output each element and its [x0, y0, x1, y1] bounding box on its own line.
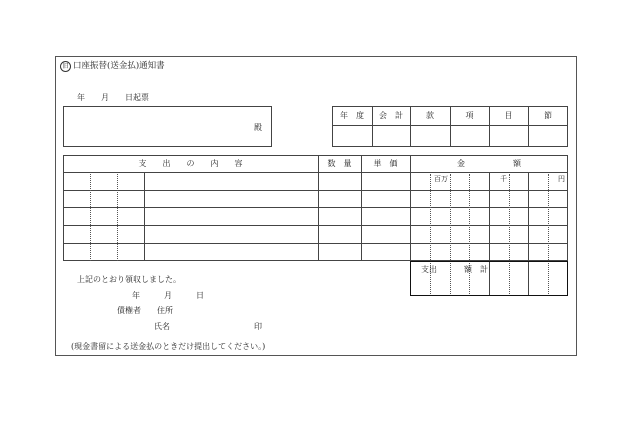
seal-label: 印: [254, 322, 262, 331]
total-label-left: 支出: [421, 265, 437, 274]
receipt-note: 上記のとおり領収しました。: [77, 275, 181, 284]
issue-date-label: 年 月 日起票: [77, 93, 149, 102]
badge-icon: 旧: [60, 61, 71, 72]
recipient-suffix: 殿: [254, 123, 262, 132]
form-title: 口座振替(送金払)通知書: [73, 61, 165, 71]
header-unit-price: 単 価: [373, 159, 398, 168]
budget-header-moku: 目: [504, 111, 513, 120]
budget-header-kan: 款: [426, 111, 434, 120]
expense-table: [63, 155, 568, 261]
receipt-date: 年 月 日: [132, 291, 204, 300]
unit-yen: 円: [558, 175, 565, 183]
header-amount: 金 額: [457, 159, 521, 168]
budget-header-year: 年 度: [340, 111, 364, 120]
unit-million: 百万: [434, 175, 448, 183]
header-content: 支 出 の 内 容: [138, 159, 243, 168]
creditor-name-label: 氏名: [154, 322, 170, 331]
header-quantity: 数 量: [327, 159, 352, 168]
total-label-right: 額 計: [464, 265, 488, 274]
unit-thousand: 千: [500, 175, 507, 183]
cash-registered-note: (現金書留による送金払のときだけ提出してください。): [71, 342, 266, 351]
budget-header-account: 会 計: [379, 111, 403, 120]
budget-header-kou: 項: [465, 111, 474, 120]
budget-header-setsu: 節: [544, 111, 552, 120]
creditor-address-label: 債権者 住所: [117, 306, 173, 315]
recipient-box[interactable]: [63, 106, 272, 147]
